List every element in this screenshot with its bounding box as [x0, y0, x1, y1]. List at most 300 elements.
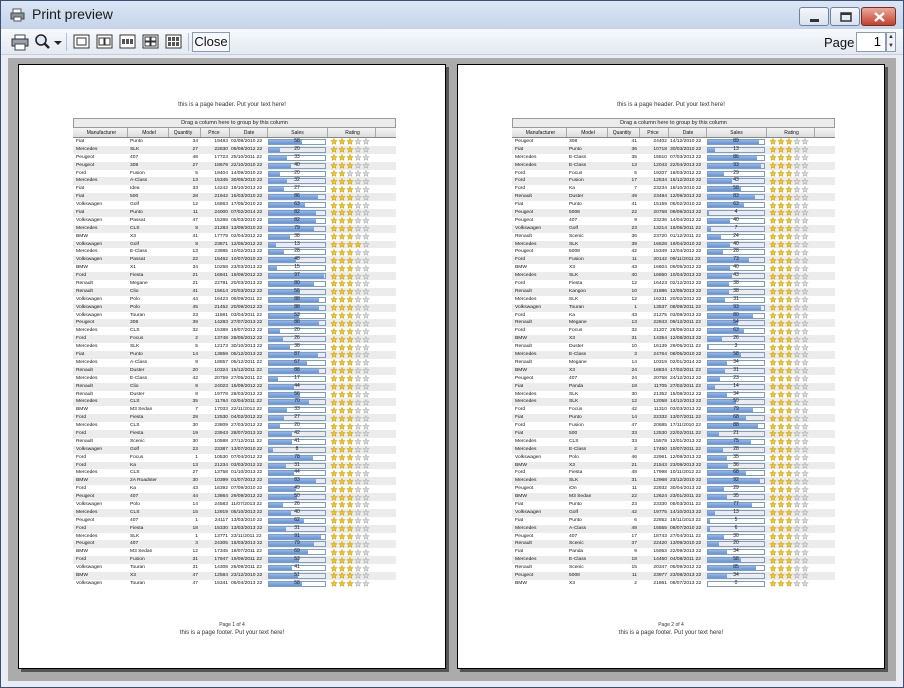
star-icon — [346, 454, 354, 461]
star-icon — [338, 525, 346, 532]
star-icon — [330, 580, 338, 587]
table-cell: 14 — [631, 415, 637, 421]
star-icon — [338, 517, 346, 524]
close-button[interactable]: Close — [192, 32, 230, 52]
star-icon — [777, 359, 785, 366]
star-icon — [777, 249, 785, 256]
table-cell: 10718 — [653, 146, 667, 152]
star-icon — [785, 233, 793, 240]
sales-cell — [268, 572, 328, 580]
star-icon — [362, 415, 370, 422]
sales-value: 26 — [733, 335, 739, 342]
sales-cell — [707, 177, 767, 185]
table-cell: 1 — [634, 304, 637, 310]
table-cell: 25/10/2011 22 — [231, 154, 262, 160]
star-icon — [793, 517, 801, 524]
table-cell: Punto — [130, 210, 143, 216]
sales-cell — [707, 525, 767, 533]
rating-cell — [767, 454, 815, 462]
table-cell: Renault — [76, 438, 93, 444]
star-icon — [362, 209, 370, 216]
star-icon — [330, 233, 338, 240]
star-icon — [354, 399, 362, 406]
table-row — [512, 485, 835, 493]
sales-value: 44 — [294, 469, 300, 476]
print-button[interactable] — [10, 32, 30, 52]
sales-cell — [707, 319, 767, 327]
sales-value: 34 — [733, 358, 739, 365]
title-bar[interactable] — [1, 1, 903, 29]
star-icon — [793, 486, 801, 493]
table-cell: Duster — [569, 344, 584, 350]
star-icon — [346, 344, 354, 351]
star-icon — [801, 154, 809, 161]
table-cell: 15341 — [214, 580, 228, 586]
star-icon — [801, 486, 809, 493]
page-header: this is a page header. Put your text here! — [178, 102, 286, 108]
table-cell: BMW — [76, 265, 88, 271]
star-icon — [785, 494, 793, 501]
table-cell: 43 — [631, 312, 637, 318]
star-icon — [338, 273, 346, 280]
one-page-button[interactable] — [72, 32, 92, 52]
star-icon — [362, 194, 370, 201]
sales-cell — [707, 225, 767, 233]
table-cell: Renault — [76, 391, 93, 397]
table-cell: SLK — [130, 533, 140, 539]
table-row — [73, 438, 396, 446]
star-icon — [793, 312, 801, 319]
table-cell: Volkswagen — [76, 202, 103, 208]
zoom-button[interactable] — [32, 32, 52, 52]
table-row — [512, 241, 835, 249]
table-cell: 14 — [631, 359, 637, 365]
star-icon — [346, 501, 354, 508]
table-row — [73, 201, 396, 209]
table-row — [512, 335, 835, 343]
table-cell: Renault — [76, 367, 93, 373]
table-cell: 18 — [631, 383, 637, 389]
column-header: Price — [640, 128, 669, 137]
table-cell: 10258 — [214, 265, 228, 271]
table-row — [73, 422, 396, 430]
star-icon — [330, 549, 338, 556]
table-cell: Ford — [76, 273, 87, 279]
star-icon — [801, 304, 809, 311]
sales-cell — [707, 564, 767, 572]
star-icon — [346, 494, 354, 501]
table-cell: 16423 — [214, 296, 228, 302]
star-icon — [330, 407, 338, 414]
table-cell: SLK — [569, 273, 579, 279]
table-cell: 2 — [634, 580, 637, 586]
star-icon — [354, 138, 362, 145]
table-cell: BMW — [76, 233, 88, 239]
star-icon — [330, 312, 338, 319]
star-icon — [346, 194, 354, 201]
table-cell: 10319 — [653, 359, 667, 365]
zoom-dropdown-button[interactable] — [53, 32, 63, 52]
star-icon — [354, 280, 362, 287]
rating-cell — [767, 335, 815, 343]
sales-value: 83 — [733, 193, 739, 200]
table-cell: 5 — [195, 170, 198, 176]
table-cell: 16863 — [214, 202, 228, 208]
star-icon — [785, 565, 793, 572]
sales-value: 79 — [294, 540, 300, 547]
minimize-button[interactable] — [799, 7, 829, 26]
table-cell: 24305 — [214, 541, 228, 547]
star-icon — [346, 407, 354, 414]
sales-value: 31 — [733, 295, 739, 302]
star-icon — [801, 280, 809, 287]
table-row — [73, 564, 396, 572]
star-icon — [769, 533, 777, 540]
sales-cell — [268, 525, 328, 533]
sales-value: 88 — [294, 366, 300, 373]
star-icon — [793, 470, 801, 477]
table-row — [73, 170, 396, 178]
sales-value: 35 — [733, 453, 739, 460]
star-icon — [793, 288, 801, 295]
star-icon — [346, 462, 354, 469]
table-cell: 6 — [634, 517, 637, 523]
sales-cell — [268, 493, 328, 501]
table-cell: Ford — [76, 336, 87, 342]
star-icon — [346, 186, 354, 193]
rating-cell — [328, 383, 376, 391]
star-icon — [769, 454, 777, 461]
sales-value: 69 — [294, 548, 300, 555]
table-row — [73, 414, 396, 422]
table-row — [512, 304, 835, 312]
star-icon — [777, 541, 785, 548]
spin-up-icon[interactable]: ▲ — [888, 34, 894, 40]
four-pages-button[interactable] — [141, 32, 161, 52]
page-number-footer: Page 2 of 4 — [658, 622, 684, 628]
star-icon — [801, 202, 809, 209]
star-icon — [785, 202, 793, 209]
star-icon — [330, 375, 338, 382]
star-icon — [801, 446, 809, 453]
star-icon — [785, 486, 793, 493]
table-cell: 308 — [130, 320, 139, 326]
table-cell: Ka — [569, 186, 575, 192]
star-icon — [338, 359, 346, 366]
table-row — [73, 383, 396, 391]
table-cell: 22830 — [214, 146, 228, 152]
table-cell: 31 — [192, 557, 198, 563]
table-cell: SLK — [569, 478, 579, 484]
star-icon — [330, 304, 338, 311]
star-icon — [354, 446, 362, 453]
table-row — [512, 327, 835, 335]
star-icon — [785, 241, 793, 248]
star-icon — [346, 320, 354, 327]
star-icon — [354, 454, 362, 461]
table-cell: Mercedes — [76, 146, 98, 152]
star-icon — [801, 257, 809, 264]
table-cell: 15288 — [214, 217, 228, 223]
table-row — [512, 201, 835, 209]
table-cell: Mercedes — [76, 533, 98, 539]
table-cell: 12/05/2012 22 — [231, 241, 263, 247]
sales-value: 43 — [733, 272, 739, 279]
star-icon — [801, 138, 809, 145]
rating-cell — [767, 185, 815, 193]
close-window-button[interactable] — [861, 7, 896, 26]
star-icon — [346, 580, 354, 587]
table-row — [73, 162, 396, 170]
table-cell: BMW — [76, 407, 88, 413]
star-icon — [354, 296, 362, 303]
table-cell: 9 — [634, 217, 637, 223]
star-icon — [346, 572, 354, 579]
table-row — [512, 225, 835, 233]
star-icon — [777, 580, 785, 587]
star-icon — [801, 336, 809, 343]
two-pages-button[interactable] — [95, 32, 115, 52]
table-cell: Mercedes — [515, 273, 537, 279]
star-icon — [769, 312, 777, 319]
table-row — [512, 233, 835, 241]
rating-cell — [328, 280, 376, 288]
table-cell: 3 — [195, 541, 198, 547]
star-icon — [769, 138, 777, 145]
star-icon — [354, 462, 362, 469]
sales-cell — [268, 201, 328, 209]
table-cell: Punto — [569, 501, 582, 507]
star-icon — [330, 438, 338, 445]
table-cell: 05/03/2010 22 — [231, 217, 263, 223]
table-cell: 42 — [631, 407, 637, 413]
table-cell: 14354 — [653, 336, 667, 342]
table-cell: 10/11/2012 22 — [670, 470, 701, 476]
star-icon — [354, 525, 362, 532]
three-pages-button[interactable] — [118, 32, 138, 52]
table-cell: CLS — [130, 509, 140, 515]
star-icon — [801, 194, 809, 201]
star-icon — [777, 423, 785, 430]
table-cell: Fusion — [569, 178, 584, 184]
rating-cell — [328, 319, 376, 327]
rating-cell — [328, 217, 376, 225]
star-icon — [346, 430, 354, 437]
star-icon — [338, 478, 346, 485]
table-cell: 23484 — [653, 194, 667, 200]
star-icon — [354, 154, 362, 161]
star-icon — [785, 533, 793, 540]
table-row — [512, 343, 835, 351]
star-icon — [362, 336, 370, 343]
star-icon — [346, 265, 354, 272]
star-icon — [769, 328, 777, 335]
star-icon — [777, 367, 785, 374]
star-icon — [362, 138, 370, 145]
star-icon — [777, 344, 785, 351]
table-cell: 3 — [634, 352, 637, 358]
table-row — [73, 177, 396, 185]
star-icon — [362, 446, 370, 453]
table-row — [73, 572, 396, 580]
table-cell: 18679 — [214, 162, 228, 168]
table-cell: 21543 — [653, 462, 667, 468]
table-cell: 12 — [192, 202, 198, 208]
table-cell: 20/03/2013 22 — [231, 281, 263, 287]
table-cell: 23 — [192, 312, 198, 318]
star-icon — [362, 391, 370, 398]
sales-value: 40 — [294, 161, 300, 168]
star-icon — [354, 328, 362, 335]
star-icon — [330, 296, 338, 303]
page-spinner[interactable] — [886, 32, 896, 52]
star-icon — [354, 209, 362, 216]
table-cell: 03/08/2013 22 — [670, 312, 702, 318]
table-cell: Punto — [130, 352, 143, 358]
table-row — [73, 233, 396, 241]
table-cell: Mercedes — [515, 391, 537, 397]
table-cell: 23330 — [653, 501, 667, 507]
table-cell: 02/08/2010 22 — [231, 139, 263, 144]
sales-cell — [707, 509, 767, 517]
table-cell: 16834 — [653, 367, 667, 373]
star-icon — [769, 225, 777, 232]
star-icon — [777, 194, 785, 201]
sales-cell — [707, 264, 767, 272]
spin-down-icon[interactable]: ▼ — [888, 43, 894, 49]
sales-cell — [707, 446, 767, 454]
star-icon — [346, 383, 354, 390]
star-icon — [354, 415, 362, 422]
preview-area[interactable] — [8, 58, 896, 681]
star-icon — [769, 296, 777, 303]
table-cell: Clio — [130, 288, 139, 294]
grid-rows — [512, 138, 835, 588]
table-cell: 23/11/2011 22 — [231, 533, 262, 539]
table-cell: Renault — [515, 194, 532, 200]
table-cell: Duster — [130, 391, 145, 397]
table-row — [512, 359, 835, 367]
table-cell: 30 — [192, 478, 198, 484]
table-cell: 28/07/2013 22 — [231, 430, 263, 436]
sales-value: 93 — [733, 161, 739, 168]
table-cell: 33 — [631, 430, 637, 436]
star-icon — [330, 494, 338, 501]
sales-value: 3 — [734, 343, 738, 350]
table-cell: Passat — [130, 217, 145, 223]
star-icon — [769, 430, 777, 437]
table-cell: 36 — [631, 146, 637, 152]
table-cell: 12173 — [214, 344, 228, 350]
table-row — [512, 296, 835, 304]
star-icon — [330, 320, 338, 327]
star-icon — [769, 186, 777, 193]
star-icon — [793, 478, 801, 485]
star-icon — [346, 257, 354, 264]
star-icon — [769, 391, 777, 398]
rating-cell — [767, 304, 815, 312]
star-icon — [338, 438, 346, 445]
table-cell: 15555 — [653, 525, 667, 531]
star-icon — [777, 170, 785, 177]
star-icon — [330, 138, 338, 145]
star-icon — [785, 273, 793, 280]
sales-value: 26 — [294, 335, 300, 342]
star-icon — [801, 296, 809, 303]
table-cell: 23 — [192, 446, 198, 452]
table-row — [512, 256, 835, 264]
sales-value: 87 — [294, 351, 300, 358]
table-cell: Punto — [569, 415, 582, 421]
table-cell: 5 — [634, 170, 637, 176]
star-icon — [346, 438, 354, 445]
star-icon — [793, 233, 801, 240]
six-pages-button[interactable] — [164, 32, 184, 52]
star-icon — [362, 217, 370, 224]
star-icon — [785, 162, 793, 169]
rating-cell — [328, 327, 376, 335]
table-cell: 01/10/2013 22 — [231, 470, 263, 476]
table-cell: 16423 — [653, 281, 667, 287]
table-row — [73, 351, 396, 359]
table-cell: 12968 — [653, 478, 667, 484]
sales-cell — [268, 509, 328, 517]
star-icon — [777, 320, 785, 327]
star-icon — [354, 407, 362, 414]
table-cell: Fiat — [76, 186, 85, 192]
page-number-input[interactable]: 1 — [856, 32, 886, 52]
table-cell: 30/10/2013 22 — [231, 344, 263, 350]
star-icon — [777, 415, 785, 422]
sales-cell — [268, 430, 328, 438]
star-icon — [362, 407, 370, 414]
maximize-button[interactable] — [830, 7, 860, 26]
table-cell: 07/03/2013 22 — [670, 154, 702, 160]
table-cell: A-Class — [130, 178, 148, 184]
star-icon — [793, 154, 801, 161]
star-icon — [801, 557, 809, 564]
star-icon — [346, 533, 354, 540]
star-icon — [785, 154, 793, 161]
table-cell: 32 — [192, 328, 198, 334]
table-cell: 28/09/2013 22 — [670, 328, 702, 334]
table-cell: 16392 — [214, 486, 228, 492]
table-cell: E-Class — [130, 375, 148, 381]
star-icon — [785, 580, 793, 587]
star-icon — [793, 194, 801, 201]
star-icon — [777, 486, 785, 493]
table-cell: 26/09/2011 22 — [231, 565, 262, 571]
column-header: Quantity — [608, 128, 640, 137]
sales-value: 35 — [733, 493, 739, 500]
table-row — [512, 248, 835, 256]
star-icon — [801, 209, 809, 216]
star-icon — [793, 541, 801, 548]
table-cell: 13748 — [214, 336, 228, 342]
table-row — [512, 264, 835, 272]
star-icon — [769, 241, 777, 248]
table-cell: 13864 — [214, 494, 228, 500]
table-row — [512, 170, 835, 178]
table-cell: Fiesta — [130, 415, 144, 421]
table-cell: Fiat — [76, 139, 85, 144]
sales-value: 26 — [294, 500, 300, 507]
table-cell: 22 — [192, 257, 198, 263]
star-icon — [330, 565, 338, 572]
table-cell: 27/12/2011 22 — [231, 438, 262, 444]
star-icon — [769, 217, 777, 224]
star-icon — [338, 494, 346, 501]
